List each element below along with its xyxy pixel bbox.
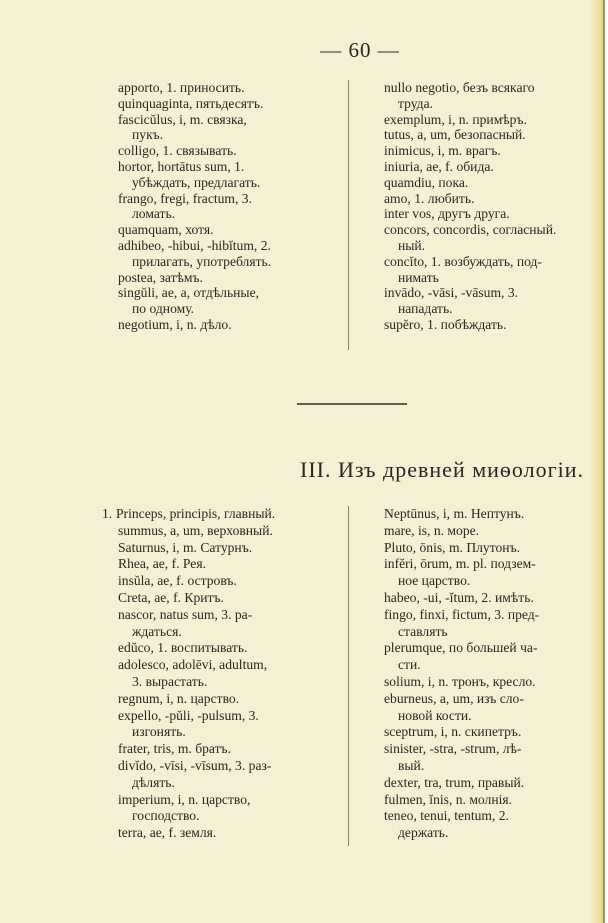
- section2-right-column: [384, 506, 598, 842]
- entry-headword-line: supĕro, 1. побѣждать.: [384, 316, 507, 332]
- vocab-entry: [118, 191, 344, 207]
- entry-continuation-line: вый.: [398, 757, 425, 773]
- entry-headword-line: mare, is, n. море.: [384, 522, 480, 538]
- vocab-entry: [384, 775, 598, 792]
- entry-headword-line: adhibeo, -hibui, -hibĭtum, 2.: [118, 237, 271, 253]
- entry-headword-line: exemplum, i, n. примѣръ.: [384, 111, 527, 127]
- entry-headword-line: colligo, 1. связывать.: [118, 143, 237, 159]
- vocab-entry: [384, 808, 598, 825]
- vocab-entry: [384, 112, 598, 128]
- vocab-entry: [118, 80, 344, 96]
- entry-headword-line: edŭco, 1. воспитывать.: [118, 640, 248, 656]
- entry-headword-line: nullo negotio, безъ всякаго: [384, 80, 535, 95]
- vocab-entry: [384, 540, 598, 557]
- vocab-entry: [118, 573, 344, 590]
- entry-headword-line: quamquam, хотя.: [118, 222, 214, 238]
- vocab-entry: [384, 127, 598, 143]
- vocab-entry: [384, 506, 598, 523]
- vocab-entry: [384, 159, 598, 175]
- entry-continuation-line: господство.: [132, 808, 200, 824]
- vocab-entry: [118, 143, 344, 159]
- vocab-entry: [118, 640, 344, 657]
- entry-headword-line: plerumque, по большей ча-: [384, 640, 538, 656]
- entry-headword-line: concors, concordis, согласный.: [384, 222, 557, 238]
- entry-headword-line: invādo, -vāsi, -vāsum, 3.: [384, 285, 519, 301]
- entry-headword-line: eburneus, a, um, изъ сло-: [384, 690, 524, 706]
- vocab-entry: [118, 691, 344, 708]
- vocab-entry: [384, 143, 598, 159]
- entry-headword-line: hortor, hortātus sum, 1.: [118, 158, 245, 174]
- entry-headword-line: divĭdo, -vīsi, -vīsum, 3. раз-: [118, 757, 272, 773]
- entry-headword-line: fulmen, ĭnis, n. молнія.: [384, 791, 513, 807]
- vocab-entry: [118, 758, 344, 775]
- entry-continuation-line: убѣждать, предлагать.: [132, 174, 261, 190]
- entry-headword-line: habeo, -ui, -ĭtum, 2. имѣть.: [384, 589, 534, 605]
- vocab-entry: [384, 607, 598, 624]
- entry-headword-line: frango, fregi, fractum, 3.: [118, 190, 252, 206]
- section1-right-column: [384, 80, 598, 333]
- vocab-entry: [384, 80, 598, 96]
- entry-continuation-line: держать.: [398, 825, 449, 841]
- column-divider: [348, 80, 349, 350]
- vocab-entry: [118, 159, 344, 175]
- vocab-entry: [118, 708, 344, 725]
- entry-headword-line: Saturnus, i, m. Сатурнъ.: [118, 539, 253, 555]
- vocab-entry: [384, 691, 598, 708]
- entry-headword-line: Creta, ae, f. Критъ.: [118, 589, 224, 605]
- entry-headword-line: inter vos, другъ друга.: [384, 206, 510, 222]
- entry-headword-line: inimicus, i, m. врагъ.: [384, 143, 501, 159]
- vocab-entry: [118, 607, 344, 624]
- section-separator-rule: [297, 403, 407, 405]
- vocab-entry: [118, 96, 344, 112]
- entry-headword-line: dexter, tra, trum, правый.: [384, 774, 525, 790]
- entry-headword-line: imperium, i, n. царство,: [118, 791, 251, 807]
- entry-continuation-line: ный.: [398, 237, 426, 253]
- entry-continuation-line: новой кости.: [398, 707, 472, 723]
- entry-headword-line: fingo, finxi, fictum, 3. пред-: [384, 606, 540, 622]
- vocab-entry: [118, 285, 344, 301]
- vocab-entry: [384, 792, 598, 809]
- entry-headword-line: tutus, a, um, безопасный.: [384, 127, 526, 143]
- entry-headword-line: insŭla, ae, f. островъ.: [118, 573, 237, 589]
- vocab-entry: [118, 112, 344, 128]
- entry-headword-line: adolesco, adolēvi, adultum,: [118, 657, 268, 673]
- entry-headword-line: expello, -pŭli, -pulsum, 3.: [118, 707, 259, 723]
- vocab-entry: [384, 523, 598, 540]
- entry-continuation-line: ждаться.: [132, 623, 182, 639]
- entry-headword-line: terra, ae, f. земля.: [118, 825, 217, 841]
- entry-headword-line: summus, a, um, верховный.: [118, 522, 273, 538]
- entry-headword-line: sinister, -stra, -strum, лѣ-: [384, 741, 522, 757]
- vocab-entry: [384, 640, 598, 657]
- entry-headword-line: solium, i, n. тронъ, кресло.: [384, 673, 536, 689]
- entry-continuation-line: труда.: [398, 95, 434, 111]
- vocab-entry: [118, 590, 344, 607]
- page-number: — 60 —: [320, 38, 400, 62]
- vocab-entry: [118, 222, 344, 238]
- entry-continuation-line: дѣлять.: [132, 774, 175, 790]
- entry-headword-line: sceptrum, i, n. скипетръ.: [384, 724, 522, 740]
- vocab-entry: [118, 238, 344, 254]
- exercise-number: 1.: [102, 506, 113, 521]
- entry-continuation-line: нимать: [398, 269, 439, 285]
- section-heading: III. Изъ древней миѳологіи.: [300, 457, 585, 482]
- vocab-entry: [384, 175, 598, 191]
- vocab-entry: [118, 270, 344, 286]
- vocab-entry: [118, 657, 344, 674]
- entry-headword-line: quamdiu, пока.: [384, 174, 469, 190]
- vocab-entry: [384, 674, 598, 691]
- vocab-entry: [102, 506, 344, 523]
- entry-continuation-line: 3. вырастать.: [132, 673, 208, 689]
- vocab-entry: [384, 590, 598, 607]
- entry-headword-line: frater, tris, m. братъ.: [118, 741, 231, 757]
- entry-headword-line: Rhea, ae, f. Рея.: [118, 556, 206, 572]
- vocab-entry: [384, 285, 598, 301]
- entry-continuation-line: ломать.: [132, 206, 176, 222]
- entry-continuation-line: прилагать, употреблять.: [132, 253, 272, 269]
- entry-headword-line: Pluto, ōnis, m. Плутонъ.: [384, 539, 520, 555]
- column-divider: [348, 506, 349, 846]
- vocab-entry: [384, 191, 598, 207]
- vocab-entry: [384, 741, 598, 758]
- vocab-entry: [118, 825, 344, 842]
- entry-headword-line: amo, 1. любить.: [384, 190, 475, 206]
- vocab-entry: [384, 206, 598, 222]
- entry-continuation-line: нападать.: [398, 301, 453, 317]
- vocab-entry: [118, 317, 344, 333]
- section1-left-column: [118, 80, 344, 333]
- entry-headword-line: Princeps, principis, главный.: [116, 506, 276, 521]
- vocab-entry: [384, 556, 598, 573]
- entry-headword-line: fascicŭlus, i, m. связка,: [118, 111, 247, 127]
- entry-headword-line: concĭto, 1. возбуждать, под-: [384, 253, 542, 269]
- entry-continuation-line: пукъ.: [132, 127, 164, 143]
- entry-headword-line: nascor, natus sum, 3. ра-: [118, 606, 253, 622]
- vocab-entry: [118, 540, 344, 557]
- vocab-entry: [118, 556, 344, 573]
- entry-continuation-line: изгонять.: [132, 724, 186, 740]
- vocab-entry: [118, 741, 344, 758]
- entry-headword-line: negotium, i, n. дѣло.: [118, 316, 232, 332]
- entry-headword-line: quinquaginta, пятьдесятъ.: [118, 95, 264, 111]
- entry-headword-line: iniuria, ae, f. обида.: [384, 158, 494, 174]
- entry-headword-line: teneo, tenui, tentum, 2.: [384, 808, 509, 824]
- entry-continuation-line: ставлять: [398, 623, 448, 639]
- entry-headword-line: regnum, i, n. царство.: [118, 690, 240, 706]
- entry-headword-line: apporto, 1. приносить.: [118, 80, 245, 95]
- entry-headword-line: postea, затѣмъ.: [118, 269, 203, 285]
- vocab-entry: [384, 317, 598, 333]
- section2-left-column: [102, 506, 344, 842]
- vocab-entry: [118, 792, 344, 809]
- vocab-entry: [384, 724, 598, 741]
- entry-headword-line: Neptūnus, i, m. Нептунъ.: [384, 506, 525, 521]
- entry-headword-line: singŭli, ae, a, отдѣльные,: [118, 285, 260, 301]
- entry-continuation-line: по одному.: [132, 301, 195, 317]
- entry-continuation-line: ное царство.: [398, 573, 471, 589]
- entry-headword-line: infĕri, ōrum, m. pl. подзем-: [384, 556, 536, 572]
- vocab-entry: [384, 222, 598, 238]
- vocab-entry: [118, 523, 344, 540]
- vocab-entry: [384, 254, 598, 270]
- entry-continuation-line: сти.: [398, 657, 421, 673]
